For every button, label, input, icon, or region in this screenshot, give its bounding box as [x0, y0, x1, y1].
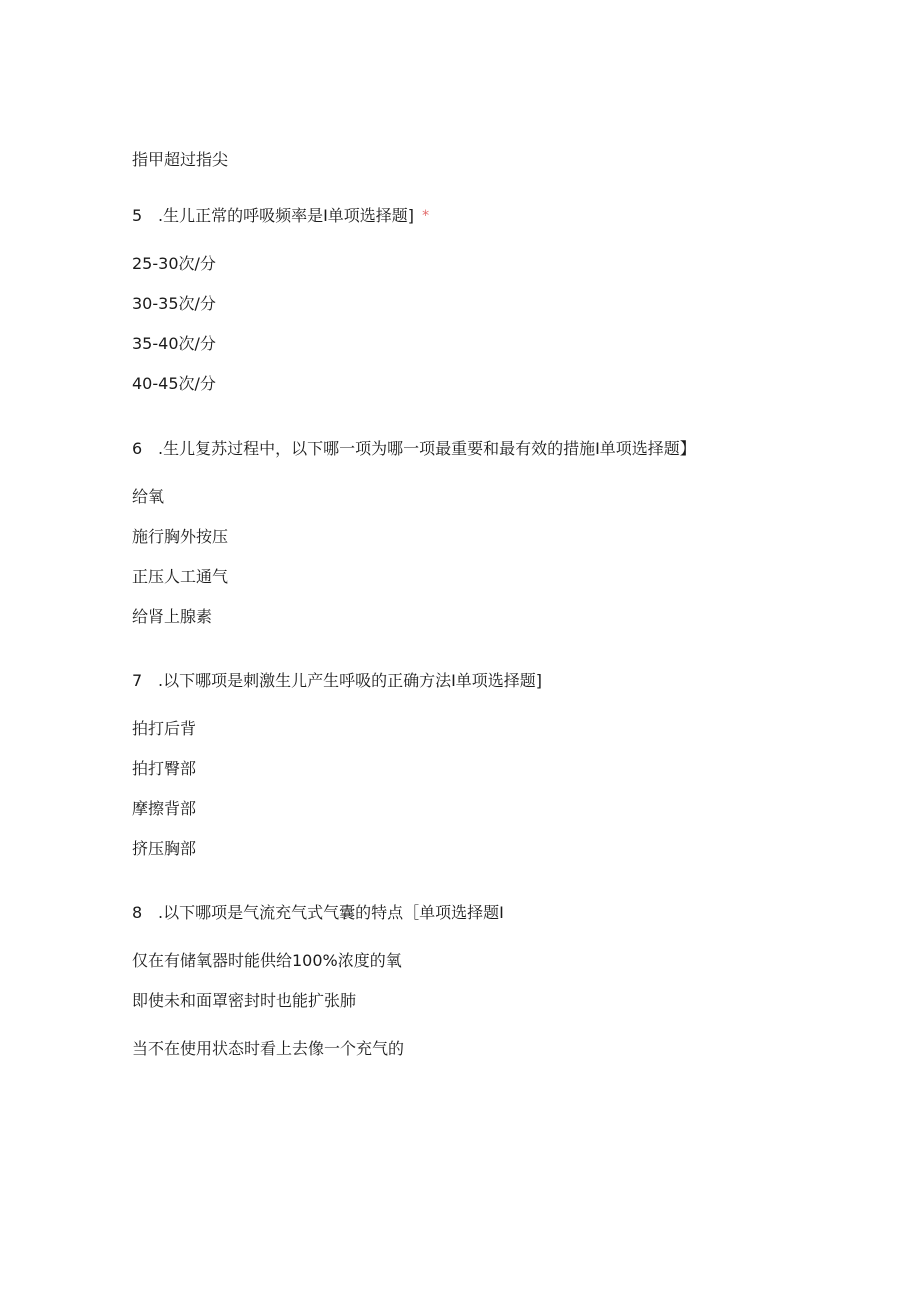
question-6-title — [132, 439, 696, 459]
q6-option-4[interactable]: 给肾上腺素 — [132, 607, 213, 626]
q5-option-1[interactable]: 25-30次/分 — [132, 254, 216, 273]
q8-option-3[interactable]: 当不在使用状态时看上去像一个充气的 — [132, 1039, 405, 1058]
question-number: 7 — [132, 671, 143, 690]
q6-option-3[interactable]: 正压人工通气 — [132, 567, 229, 586]
question-text: .以下哪项是气流充气式气囊的特点［单项选择题I — [158, 903, 504, 922]
question-text: .生儿正常的呼吸频率是I单项选择题] — [158, 206, 415, 225]
question-8-title — [132, 903, 504, 923]
question-7-title — [132, 671, 542, 691]
q7-option-1[interactable]: 拍打后背 — [132, 719, 197, 738]
required-mark: * — [422, 208, 430, 224]
q8-option-2[interactable]: 即使未和面罩密封时也能扩张肺 — [132, 991, 357, 1010]
q5-option-3[interactable]: 35-40次/分 — [132, 334, 216, 353]
question-text: .生儿复苏过程中，以下哪一项为哪一项最重要和最有效的措施I单项选择题】 — [158, 439, 696, 458]
question-number: 8 — [132, 903, 143, 922]
question-5-title — [132, 206, 429, 226]
question-number: 6 — [132, 439, 143, 458]
q6-option-1[interactable]: 给氧 — [132, 487, 165, 506]
q7-option-2[interactable]: 拍打臀部 — [132, 759, 197, 778]
q6-option-2[interactable]: 施行胸外按压 — [132, 527, 229, 546]
q7-option-3[interactable]: 摩擦背部 — [132, 799, 197, 818]
q8-option-1[interactable]: 仅在有储氧器时能供给100%浓度的氧 — [132, 951, 402, 970]
q7-option-4[interactable]: 挤压胸部 — [132, 839, 197, 858]
question-number: 5 — [132, 206, 143, 225]
q5-option-2[interactable]: 30-35次/分 — [132, 294, 216, 313]
q5-option-4[interactable]: 40-45次/分 — [132, 374, 216, 393]
option-prev[interactable]: 指甲超过指尖 — [132, 150, 229, 169]
question-text: .以下哪项是刺激生儿产生呼吸的正确方法I单项选择题] — [158, 671, 543, 690]
